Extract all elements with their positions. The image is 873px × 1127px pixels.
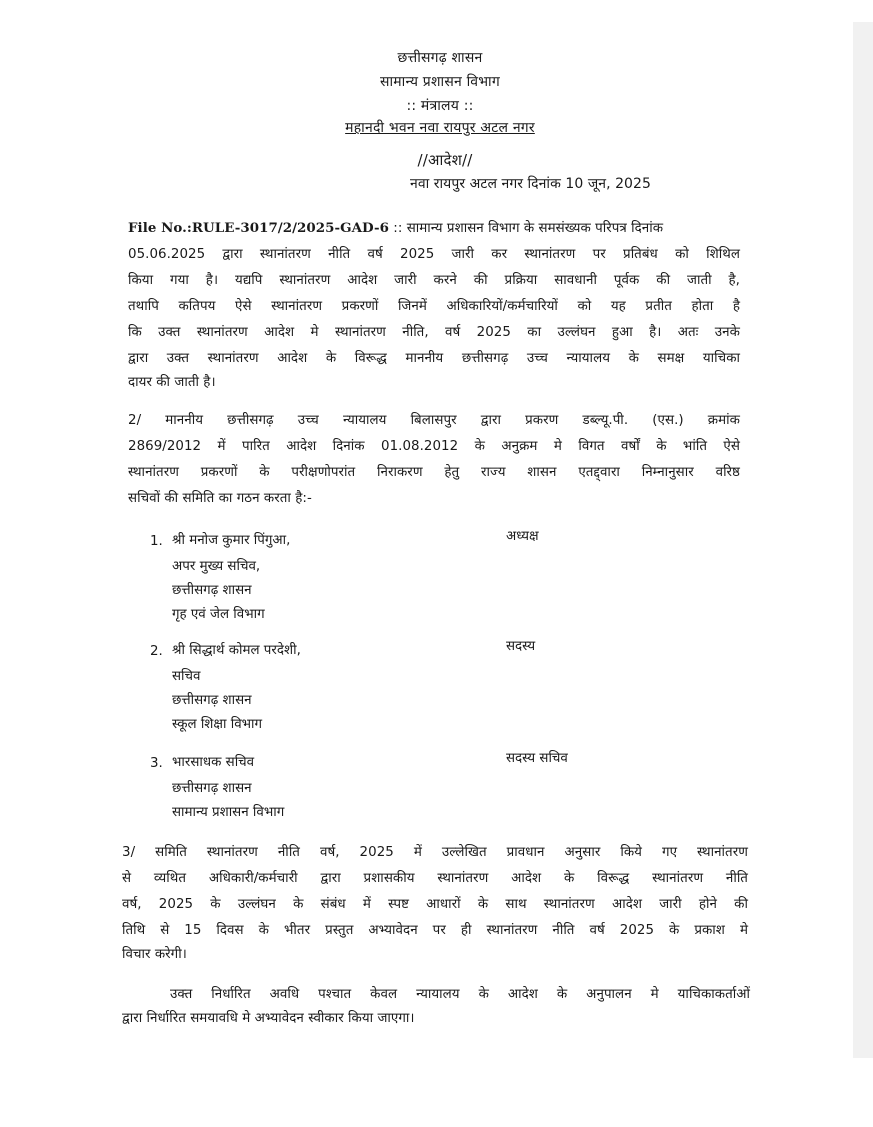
- member-1-dept: गृह एवं जेल विभाग: [172, 607, 265, 622]
- member-1-govt: छत्तीसगढ़ शासन: [172, 583, 252, 598]
- file-number: File No.:RULE-3017/2/2025-GAD-6: [128, 220, 389, 236]
- member-1-number: 1.: [150, 534, 163, 549]
- para2-line-1: 2/ माननीय छत्तीसगढ़ उच्च न्यायालय बिलासपुर द्वारा प्रकरण डब्ल्यू.पी. (एस.) क्रमांक: [128, 413, 740, 428]
- para4-line-2: द्वारा निर्धारित समयावधि मे अभ्यावेदन स्वीकार किया जाएगा।: [122, 1011, 415, 1026]
- header-govt: छत्तीसगढ़ शासन: [397, 50, 483, 66]
- member-1-designation: अपर मुख्य सचिव,: [172, 559, 261, 574]
- para2-line-2: 2869/2012 में पारित आदेश दिनांक 01.08.2012 के अनुक्रम मे विगत वर्षों के भांति ऐसे: [128, 439, 740, 454]
- para3-line-4: तिथि से 15 दिवस के भीतर प्रस्तुत अभ्यावेदन पर ही स्थानांतरण नीति वर्ष 2025 के प्रकाश मे: [122, 923, 748, 938]
- header-ministry: :: मंत्रालय ::: [406, 98, 474, 114]
- member-2-role: सदस्य: [506, 639, 536, 654]
- order-place-date: नवा रायपुर अटल नगर दिनांक 10 जून, 2025: [410, 176, 651, 192]
- member-3-govt: छत्तीसगढ़ शासन: [172, 781, 252, 796]
- member-3-name: भारसाधक सचिव: [172, 755, 255, 770]
- member-2-designation: सचिव: [172, 669, 201, 684]
- para3-line-5: विचार करेगी।: [122, 947, 187, 962]
- para1-line-3: किया गया है। यद्यपि स्थानांतरण आदेश जारी करने की प्रक्रिया सावधानी पूर्वक की जाती है,: [128, 273, 740, 288]
- para3-line-1: 3/ समिति स्थानांतरण नीति वर्ष, 2025 में उल्लेखित प्रावधान अनुसार किये गए स्थानांतरण: [122, 845, 748, 860]
- para1-line-2: 05.06.2025 द्वारा स्थानांतरण नीति वर्ष 2025 जारी कर स्थानांतरण पर प्रतिबंध को शिथिल: [128, 247, 740, 262]
- para1-line-6: द्वारा उक्त स्थानांतरण आदेश के विरूद्ध माननीय छत्तीसगढ़ उच्च न्यायालय के समक्ष याचिका: [128, 351, 740, 366]
- para3-line-2: से व्यथित अधिकारी/कर्मचारी द्वारा प्रशासकीय स्थानांतरण आदेश के विरूद्ध स्थानांतरण नीति: [122, 871, 748, 886]
- member-1-name: श्री मनोज कुमार पिंगुआ,: [172, 533, 291, 548]
- member-3-number: 3.: [150, 756, 163, 771]
- para1-line-7: दायर की जाती है।: [128, 375, 216, 390]
- header-address: महानदी भवन नवा रायपुर अटल नगर: [345, 120, 535, 136]
- para3-line-3: वर्ष, 2025 के उल्लंघन के संबंध में स्पष्ट आधारों के साथ स्थानांतरण आदेश जारी होने की: [122, 897, 748, 912]
- member-2-number: 2.: [150, 644, 163, 659]
- member-3-dept: सामान्य प्रशासन विभाग: [172, 805, 285, 820]
- para2-line-3: स्थानांतरण प्रकरणों के परीक्षणोपरांत निराकरण हेतु राज्य शासन एतद्द्वारा निम्नानुसार वरिष्ठ: [128, 465, 740, 480]
- para4-line-1: उक्त निर्धारित अवधि पश्चात केवल न्यायालय के आदेश के अनुपालन मे याचिकाकर्ताओं: [170, 987, 750, 1002]
- order-heading: //आदेश//: [417, 151, 473, 169]
- para2-line-4: सचिवों की समिति का गठन करता है:-: [128, 491, 312, 506]
- side-scroll-strip: [853, 22, 873, 1058]
- para1-line-1-text: :: सामान्य प्रशासन विभाग के समसंख्यक परिपत्र दिनांक: [393, 221, 664, 236]
- member-2-name: श्री सिद्धार्थ कोमल परदेशी,: [172, 643, 301, 658]
- header-dept: सामान्य प्रशासन विभाग: [380, 74, 500, 90]
- member-2-govt: छत्तीसगढ़ शासन: [172, 693, 252, 708]
- para1-line-5: कि उक्त स्थानांतरण आदेश मे स्थानांतरण नीति, वर्ष 2025 का उल्लंघन हुआ है। अतः उनके: [128, 325, 740, 340]
- para1-line-1: [128, 218, 740, 236]
- member-3-role: सदस्य सचिव: [506, 751, 568, 766]
- member-2-dept: स्कूल शिक्षा विभाग: [172, 717, 263, 732]
- member-1-role: अध्यक्ष: [506, 529, 539, 544]
- para1-line-4: तथापि कतिपय ऐसे स्थानांतरण प्रकरणों जिनमें अधिकारियों/कर्मचारियों को यह प्रतीत होता है: [128, 299, 740, 314]
